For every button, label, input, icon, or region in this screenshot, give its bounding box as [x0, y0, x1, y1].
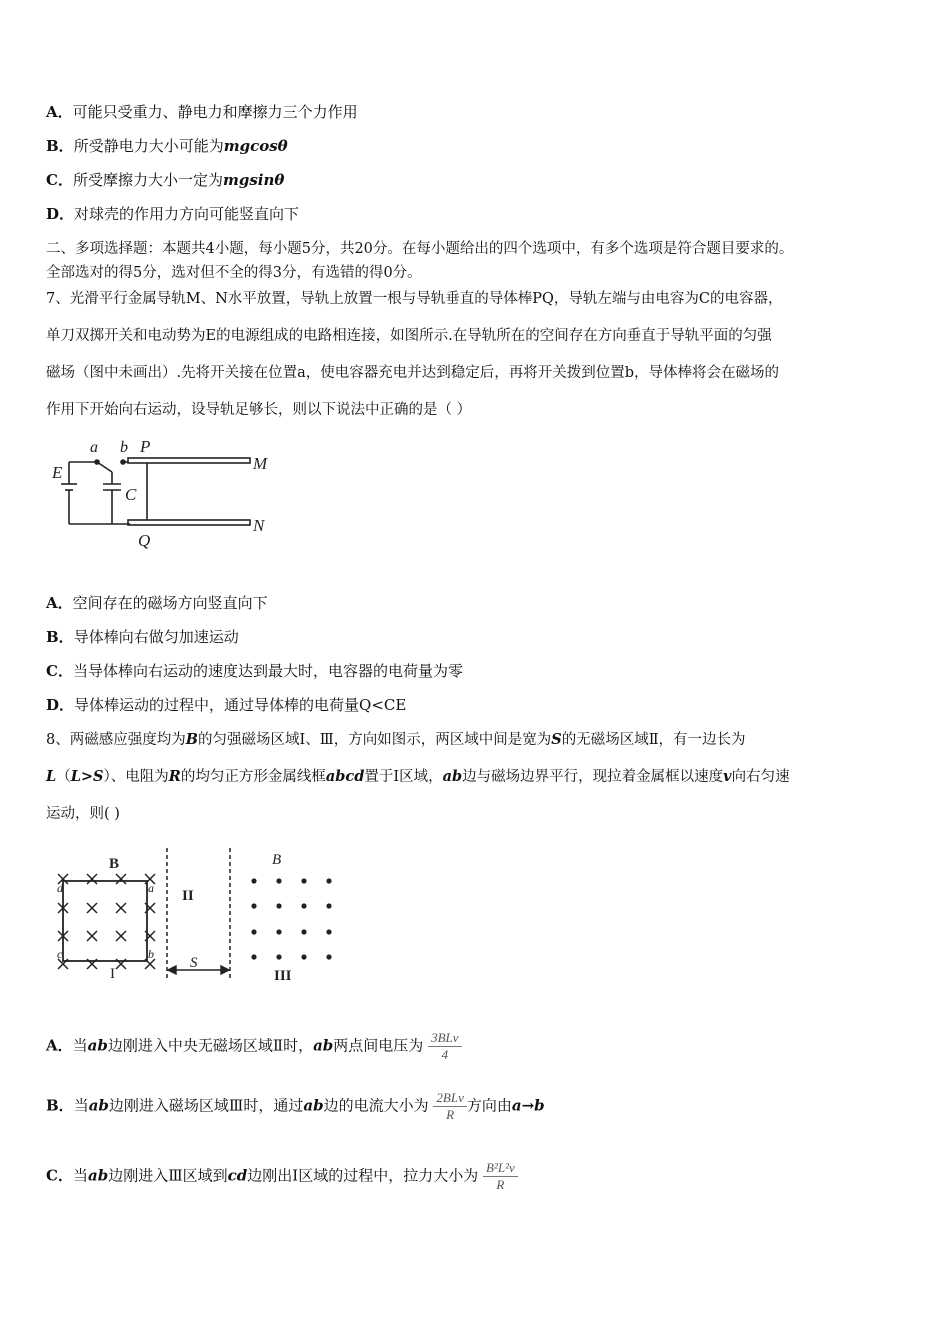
- field-out-of-page-dot: [276, 903, 281, 908]
- label-region-3: III: [274, 968, 292, 984]
- field-out-of-page-dot: [326, 903, 331, 908]
- field-into-page-cross: [87, 903, 97, 913]
- q8-option-b: B．当ab边刚进入磁场区域Ⅲ时，通过ab边的电流大小为 $\frac{\text{2BLv}}{R}$ 方向由a→b: [46, 1090, 545, 1122]
- field-out-of-page-dot: [301, 878, 306, 883]
- field-out-of-page-dot: [251, 954, 256, 959]
- label-corner-d: d: [57, 881, 63, 895]
- field-into-page-cross: [116, 903, 126, 913]
- fraction-3blv-over-4: $\frac{\text{3BLv}}{4}$: [428, 1030, 461, 1063]
- q6-option-c: C．所受摩擦力大小一定为mgsinθ: [46, 171, 285, 189]
- field-out-of-page-dot: [251, 878, 256, 883]
- label-s: S: [190, 955, 198, 971]
- q7-option-d: D．导体棒运动的过程中，通过导体棒的电荷量Q<CE: [46, 696, 407, 714]
- q7-option-c: C．当导体棒向右运动的速度达到最大时，电容器的电荷量为零: [46, 662, 463, 680]
- label-n: N: [253, 516, 265, 535]
- q7-option-b: B．导体棒向右做匀加速运动: [46, 628, 239, 646]
- q7-option-a: A．空间存在的磁场方向竖直向下: [46, 594, 268, 612]
- q6-option-b: B．所受静电力大小可能为mgcosθ: [46, 137, 288, 155]
- label-m: M: [253, 454, 268, 473]
- label-corner-b: b: [148, 947, 154, 961]
- field-out-of-page-dot: [326, 878, 331, 883]
- field-into-page-cross: [87, 874, 97, 884]
- label-c: C: [125, 485, 137, 504]
- q7-circuit-figure: [40, 432, 290, 557]
- label-p: P: [140, 437, 151, 456]
- label-b: b: [120, 439, 128, 456]
- section-2-note: 全部选对的得5分，选对但不全的得3分，有选错的得0分。: [46, 265, 422, 281]
- q8-stem-line-1: 8、两磁感应强度均为B的匀强磁场区域Ⅰ、Ⅲ，方向如图示，两区域中间是宽为S的无磁场区域Ⅱ，有一边长为: [46, 731, 746, 748]
- q7-stem-line-1: 7、光滑平行金属导轨M、N水平放置，导轨上放置一根与导轨垂直的导体棒PQ，导轨左端与由电容为C的电容器，: [46, 291, 783, 307]
- q8-stem-line-3: 运动，则( ): [46, 806, 120, 822]
- q8-option-c: C．当ab边刚进入Ⅲ区域到cd边刚出Ⅰ区域的过程中，拉力大小为 $\frac{\text{B²L²v}}{R}$: [46, 1160, 518, 1193]
- q7-stem-line-3: 磁场（图中未画出）.先将开关接在位置a，使电容器充电并达到稳定后，再将开关拨到位置b，导体棒将会在磁场的: [46, 365, 780, 381]
- field-out-of-page-dot: [276, 954, 281, 959]
- label-b-region-1: B: [109, 856, 120, 872]
- label-a: a: [90, 439, 98, 456]
- q6-option-d: D．对球壳的作用力方向可能竖直向下: [46, 205, 300, 223]
- q8-option-a: A．当ab边刚进入中央无磁场区域Ⅱ时，ab两点间电压为 $\frac{\text{3BLv}}{4}$: [46, 1030, 462, 1063]
- q8-magnetic-field-figure: [48, 842, 348, 987]
- label-corner-c: c: [57, 947, 63, 961]
- label-region-1: I: [110, 966, 115, 982]
- fraction-b2l2v-over-r: $\frac{\text{B²L²v}}{R}$: [483, 1160, 518, 1193]
- label-e: E: [52, 463, 63, 482]
- q6-option-a: A．可能只受重力、静电力和摩擦力三个力作用: [46, 103, 358, 121]
- q7-stem-line-4: 作用下开始向右运动，设导轨足够长，则以下说法中正确的是（ ）: [46, 402, 472, 418]
- label-b-region-3: B: [272, 852, 282, 868]
- field-out-of-page-dot: [251, 929, 256, 934]
- q8-stem-line-2: L（L>S）、电阻为R的均匀正方形金属线框abcd置于Ⅰ区域，ab边与磁场边界平行，现拉着金属框以速度v向右匀速: [46, 768, 790, 785]
- field-out-of-page-dot: [326, 954, 331, 959]
- field-out-of-page-dot: [326, 929, 331, 934]
- field-out-of-page-dot: [301, 954, 306, 959]
- field-out-of-page-dot: [276, 878, 281, 883]
- label-region-2: II: [182, 888, 194, 904]
- field-out-of-page-dot: [276, 929, 281, 934]
- fraction-2blv-over-r: $\frac{\text{2BLv}}{R}$: [433, 1090, 466, 1123]
- field-out-of-page-dot: [301, 929, 306, 934]
- label-q: Q: [138, 531, 151, 550]
- field-into-page-cross: [87, 931, 97, 941]
- field-out-of-page-dot: [251, 903, 256, 908]
- section-2-heading: 二、多项选择题：本题共4小题，每小题5分，共20分。在每小题给出的四个选项中，有多个选项是符合题目要求的。: [46, 241, 794, 257]
- field-out-of-page-dot: [301, 903, 306, 908]
- field-into-page-cross: [116, 874, 126, 884]
- field-into-page-cross: [116, 931, 126, 941]
- q7-stem-line-2: 单刀双掷开关和电动势为E的电源组成的电路相连接，如图所示.在导轨所在的空间存在方向垂直于导轨平面的匀强: [46, 328, 772, 344]
- label-corner-a: a: [148, 881, 154, 895]
